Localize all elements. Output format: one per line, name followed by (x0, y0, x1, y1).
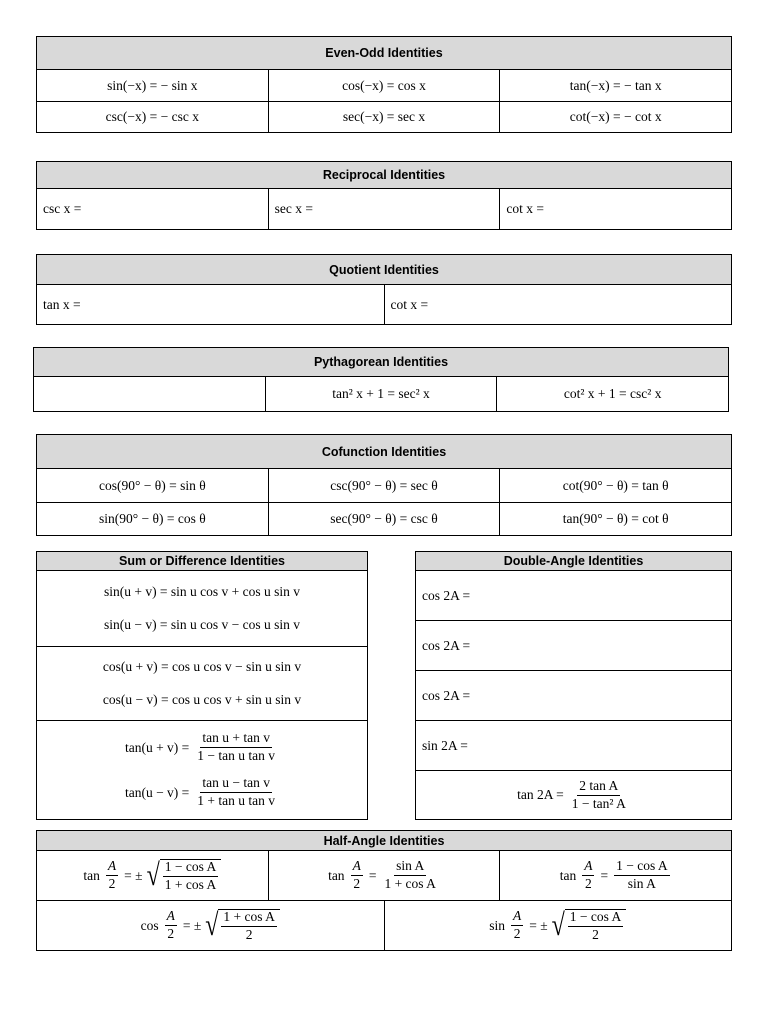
table-row (37, 469, 731, 503)
equals-sign: = ± (124, 867, 143, 883)
table-row (416, 621, 731, 671)
cofunction-table (36, 434, 732, 536)
denominator: 2 (584, 876, 592, 891)
denominator: 2 (108, 876, 116, 891)
fraction (106, 859, 118, 892)
even-odd-cell: sin(−x) = − sin x (37, 70, 269, 101)
numerator: 1 + cos A (221, 910, 277, 927)
double-angle-cell (416, 771, 731, 819)
even-odd-title: Even-Odd Identities (37, 37, 731, 70)
numerator: A (106, 859, 118, 876)
function-name: cos (140, 917, 159, 933)
even-odd-table (36, 36, 732, 133)
fraction (163, 860, 219, 893)
even-odd-cell: cot(−x) = − cot x (569, 109, 662, 124)
double-angle-cell: sin 2A = (422, 737, 468, 753)
square-root (147, 859, 222, 893)
fraction (511, 909, 523, 942)
denominator: sin A (627, 876, 656, 891)
half-angle-table (36, 830, 732, 951)
square-root (205, 909, 280, 943)
table-row (37, 851, 731, 901)
denominator: 2 (167, 926, 175, 941)
half-angle-cell (269, 851, 501, 900)
pythagorean-cell (34, 377, 266, 411)
denominator: 2 (245, 926, 253, 942)
table-row (37, 70, 731, 102)
radical-icon: √ (205, 908, 219, 943)
cofunction-cell: tan(90° − θ) = cot θ (562, 511, 669, 526)
tan-sum-formula (125, 731, 279, 764)
table-row (416, 671, 731, 721)
denominator: 2 (353, 876, 361, 891)
denominator: 1 + tan u tan v (197, 793, 276, 808)
quotient-table (36, 254, 732, 325)
pythagorean-title: Pythagorean Identities (34, 348, 728, 377)
table-row (416, 721, 731, 771)
tan-difference-lhs: tan(u − v) = (124, 784, 190, 800)
cofunction-title: Cofunction Identities (37, 435, 731, 469)
tan-double-lhs: tan 2A = (517, 787, 564, 802)
table-row (37, 571, 367, 647)
numerator: tan u + tan v (200, 731, 272, 748)
tan-half-cos-formula (560, 859, 672, 892)
table-row (416, 771, 731, 819)
sum-difference-cell (37, 721, 367, 819)
sum-difference-title: Sum or Difference Identities (37, 552, 367, 571)
fraction (195, 776, 277, 809)
table-row (37, 901, 731, 950)
table-row (37, 721, 367, 819)
cofunction-cell: sec(90° − θ) = csc θ (269, 503, 501, 535)
cofunction-cell: csc(90° − θ) = sec θ (269, 469, 501, 502)
numerator: A (582, 859, 594, 876)
function-name: sin (489, 917, 505, 933)
denominator: 2 (513, 926, 521, 941)
cofunction-cell: cot(90° − θ) = tan θ (562, 477, 669, 493)
function-name: tan (328, 867, 345, 883)
tan-sum-lhs: tan(u + v) = (124, 739, 190, 755)
tan-half-sqrt-formula (83, 859, 221, 893)
sum-difference-cell (37, 647, 367, 720)
numerator: sin A (394, 859, 426, 876)
cos-difference-formula: cos(u − v) = cos u cos v + sin u sin v (102, 691, 302, 707)
quotient-cell: cot x = (390, 296, 429, 312)
fraction (165, 909, 177, 942)
half-angle-cell (385, 901, 732, 950)
numerator: A (511, 909, 523, 926)
numerator: 1 − cos A (163, 860, 219, 877)
radicand (160, 859, 222, 893)
reciprocal-table (36, 161, 732, 230)
fraction (382, 859, 438, 892)
cofunction-cell: sin(90° − θ) = cos θ (37, 503, 269, 535)
double-angle-cell: cos 2A = (422, 687, 471, 703)
numerator: 1 − cos A (568, 910, 624, 927)
pythagorean-table (33, 347, 729, 412)
double-angle-table (415, 551, 732, 820)
numerator: A (165, 909, 177, 926)
tan-double-formula (517, 779, 630, 812)
numerator: A (351, 859, 363, 876)
fraction (221, 910, 277, 943)
tan-half-sin-formula (328, 859, 440, 892)
reciprocal-cell: cot x = (506, 201, 544, 216)
radical-icon: √ (551, 908, 565, 943)
denominator: 2 (592, 926, 599, 942)
fraction (568, 910, 624, 943)
double-angle-cell: cos 2A = (422, 587, 471, 603)
table-row (37, 285, 731, 324)
radicand (218, 909, 280, 943)
table-row (416, 571, 731, 621)
radical-icon: √ (146, 858, 160, 893)
table-row (37, 189, 731, 229)
radicand (565, 909, 627, 943)
table-row (34, 377, 728, 411)
equals-sign: = (368, 867, 377, 883)
sum-difference-cell (37, 571, 367, 646)
fraction (195, 731, 277, 764)
double-angle-cell: cos 2A = (422, 637, 471, 653)
fraction (351, 859, 363, 892)
quotient-cell: tan x = (37, 285, 385, 324)
equals-sign: = ± (182, 917, 202, 933)
equals-sign: = (600, 867, 609, 883)
cos-half-formula (141, 909, 280, 943)
even-odd-cell: csc(−x) = − csc x (37, 102, 269, 132)
reciprocal-title: Reciprocal Identities (37, 162, 731, 189)
half-angle-cell (37, 851, 269, 900)
denominator: 1 − tan u tan v (197, 748, 276, 763)
even-odd-cell: tan(−x) = − tan x (569, 77, 662, 93)
reciprocal-cell: csc x = (37, 189, 269, 229)
sin-half-formula (489, 909, 626, 943)
numerator: 2 tan A (577, 779, 620, 796)
table-row (37, 503, 731, 535)
quotient-title: Quotient Identities (37, 255, 731, 285)
even-odd-cell: sec(−x) = sec x (269, 102, 501, 132)
numerator: 1 − cos A (614, 859, 670, 876)
denominator: 1 + cos A (384, 876, 436, 891)
table-row (37, 647, 367, 721)
half-angle-title: Half-Angle Identities (37, 831, 731, 851)
fraction (582, 859, 594, 892)
pythagorean-cell: cot² x + 1 = csc² x (563, 386, 662, 401)
square-root (552, 909, 627, 943)
tan-difference-formula (125, 776, 279, 809)
function-name: tan (559, 867, 577, 883)
table-row (37, 102, 731, 132)
pythagorean-cell: tan² x + 1 = sec² x (266, 377, 498, 411)
denominator: 1 + cos A (164, 876, 217, 892)
fraction (570, 779, 628, 812)
cofunction-cell: cos(90° − θ) = sin θ (37, 469, 269, 502)
even-odd-cell: cos(−x) = cos x (269, 70, 501, 101)
function-name: tan (83, 867, 100, 883)
denominator: 1 − tan² A (571, 795, 626, 811)
double-angle-title: Double-Angle Identities (416, 552, 731, 571)
numerator: tan u − tan v (200, 776, 272, 793)
sin-sum-formula: sin(u + v) = sin u cos v + cos u sin v (103, 583, 301, 599)
half-angle-cell (500, 851, 731, 900)
reciprocal-cell: sec x = (269, 189, 501, 229)
fraction (614, 859, 670, 892)
sum-difference-table (36, 551, 368, 820)
cos-sum-formula: cos(u + v) = cos u cos v − sin u sin v (102, 659, 302, 675)
half-angle-cell (37, 901, 385, 950)
equals-sign: = ± (529, 917, 548, 933)
sin-difference-formula: sin(u − v) = sin u cos v − cos u sin v (103, 617, 301, 633)
